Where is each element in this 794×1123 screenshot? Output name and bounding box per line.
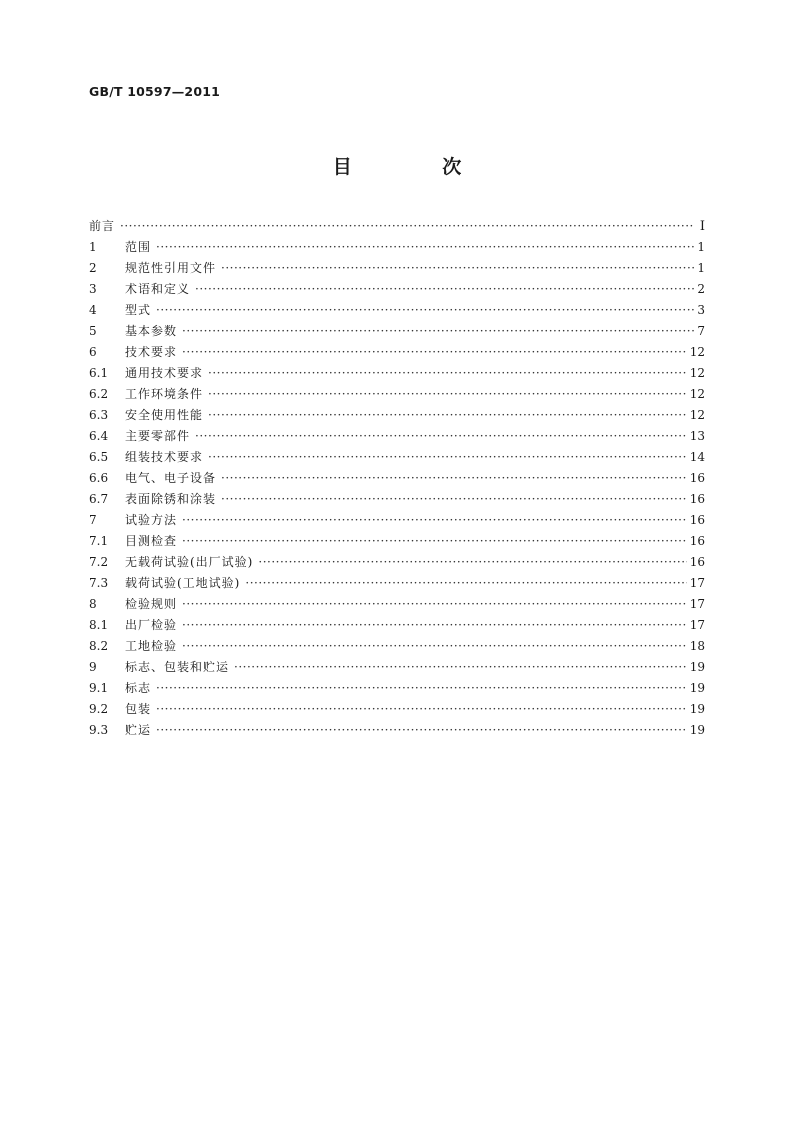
- toc-entry-number: 6: [89, 345, 97, 359]
- toc-entry[interactable]: [89, 720, 705, 741]
- toc-entry-number: 8: [89, 597, 97, 611]
- toc-entry-number: 6.3: [89, 408, 109, 422]
- toc-entry-page: 19: [689, 723, 705, 737]
- toc-leader-dots: [156, 237, 694, 258]
- toc-entry-page: 17: [689, 618, 705, 632]
- toc-entry-page: 16: [689, 492, 705, 506]
- toc-entry-page: Ⅰ: [699, 219, 705, 234]
- toc-entry[interactable]: [89, 300, 705, 321]
- toc-entry[interactable]: [89, 279, 705, 300]
- toc-entry[interactable]: [89, 657, 705, 678]
- toc-entry-page: 16: [689, 555, 705, 569]
- toc-entry-title: 出厂检验: [125, 618, 178, 632]
- toc-entry-title: 包装: [125, 702, 152, 716]
- toc-entry-title: 前言: [89, 219, 116, 233]
- toc-entry[interactable]: [89, 573, 705, 594]
- toc-leader-dots: [221, 489, 687, 510]
- toc-entry-page: 1: [697, 240, 705, 254]
- toc-leader-dots: [195, 279, 694, 300]
- toc-entry-title: 基本参数: [125, 324, 178, 338]
- toc-entry-page: 12: [689, 387, 705, 401]
- toc-entry-title: 无载荷试验(出厂试验): [125, 555, 254, 569]
- toc-entry-title: 型式: [125, 303, 152, 317]
- toc-entry-page: 12: [689, 345, 705, 359]
- toc-entry-number: 9.1: [89, 681, 109, 695]
- toc-entry-title: 试验方法: [125, 513, 178, 527]
- toc-entry-page: 14: [689, 450, 705, 464]
- toc-entry[interactable]: [89, 405, 705, 426]
- toc-entry-number: 6.4: [89, 429, 109, 443]
- toc-entry-number: 6.5: [89, 450, 109, 464]
- toc-entry[interactable]: [89, 615, 705, 636]
- toc-entry-page: 19: [689, 681, 705, 695]
- toc-entry-title: 标志: [125, 681, 152, 695]
- toc-entry[interactable]: [89, 363, 705, 384]
- toc-leader-dots: [182, 594, 687, 615]
- toc-entry-page: 19: [689, 702, 705, 716]
- toc-entry-number: 7.3: [89, 576, 109, 590]
- toc-entry-number: 2: [89, 261, 97, 275]
- toc-leader-dots: [221, 468, 687, 489]
- toc-entry-title: 规范性引用文件: [125, 261, 217, 275]
- toc-entry-page: 19: [689, 660, 705, 674]
- toc-entry-number: 8.2: [89, 639, 109, 653]
- toc-entry-page: 16: [689, 471, 705, 485]
- toc-entry-page: 2: [697, 282, 705, 296]
- toc-entry-number: 9.2: [89, 702, 109, 716]
- toc-leader-dots: [195, 426, 687, 447]
- toc-entry-page: 16: [689, 513, 705, 527]
- toc-leader-dots: [234, 657, 687, 678]
- toc-entry[interactable]: [89, 237, 705, 258]
- toc-leader-dots: [182, 636, 687, 657]
- toc-entry-title: 主要零部件: [125, 429, 191, 443]
- table-of-contents: [89, 216, 705, 741]
- toc-entry[interactable]: [89, 342, 705, 363]
- toc-entry[interactable]: [89, 636, 705, 657]
- toc-entry[interactable]: [89, 468, 705, 489]
- toc-leader-dots: [258, 552, 686, 573]
- toc-entry-title: 目测检查: [125, 534, 178, 548]
- toc-leader-dots: [245, 573, 686, 594]
- toc-leader-dots: [156, 699, 687, 720]
- toc-entry-title: 检验规则: [125, 597, 178, 611]
- toc-entry-title: 术语和定义: [125, 282, 191, 296]
- toc-entry-title: 通用技术要求: [125, 366, 204, 380]
- toc-entry-number: 7.1: [89, 534, 109, 548]
- toc-entry-number: 7.2: [89, 555, 109, 569]
- toc-leader-dots: [208, 405, 687, 426]
- toc-entry-title: 载荷试验(工地试验): [125, 576, 241, 590]
- toc-entry-number: 5: [89, 324, 97, 338]
- toc-entry-number: 6.2: [89, 387, 109, 401]
- toc-entry-title: 电气、电子设备: [125, 471, 217, 485]
- toc-leader-dots: [120, 216, 694, 237]
- page-title: 目 次: [332, 156, 504, 178]
- toc-leader-dots: [182, 321, 694, 342]
- toc-entry[interactable]: [89, 384, 705, 405]
- toc-leader-dots: [208, 447, 687, 468]
- toc-entry-number: 9: [89, 660, 97, 674]
- toc-entry[interactable]: [89, 216, 705, 237]
- toc-entry-number: 6.7: [89, 492, 109, 506]
- toc-entry-title: 贮运: [125, 723, 152, 737]
- toc-entry[interactable]: [89, 426, 705, 447]
- toc-leader-dots: [208, 363, 687, 384]
- toc-entry[interactable]: [89, 258, 705, 279]
- toc-entry-page: 17: [689, 576, 705, 590]
- toc-entry-number: 9.3: [89, 723, 109, 737]
- toc-entry[interactable]: [89, 699, 705, 720]
- toc-entry[interactable]: [89, 489, 705, 510]
- toc-leader-dots: [182, 615, 687, 636]
- toc-entry-page: 13: [689, 429, 705, 443]
- toc-entry-number: 6.1: [89, 366, 109, 380]
- toc-entry-page: 16: [689, 534, 705, 548]
- toc-entry-title: 工地检验: [125, 639, 178, 653]
- toc-entry-number: 3: [89, 282, 97, 296]
- toc-entry-page: 1: [697, 261, 705, 275]
- toc-leader-dots: [182, 342, 687, 363]
- toc-entry-title: 组装技术要求: [125, 450, 204, 464]
- toc-leader-dots: [156, 300, 694, 321]
- toc-entry[interactable]: [89, 321, 705, 342]
- toc-leader-dots: [182, 531, 687, 552]
- toc-entry-title: 安全使用性能: [125, 408, 204, 422]
- toc-entry-number: 6.6: [89, 471, 109, 485]
- toc-leader-dots: [182, 510, 687, 531]
- toc-leader-dots: [221, 258, 694, 279]
- toc-entry[interactable]: [89, 678, 705, 699]
- toc-leader-dots: [156, 720, 687, 741]
- toc-entry[interactable]: [89, 510, 705, 531]
- toc-leader-dots: [156, 678, 687, 699]
- toc-entry-page: 18: [689, 639, 705, 653]
- toc-entry[interactable]: [89, 531, 705, 552]
- toc-entry-title: 表面除锈和涂装: [125, 492, 217, 506]
- toc-entry[interactable]: [89, 594, 705, 615]
- toc-entry[interactable]: [89, 447, 705, 468]
- toc-entry-title: 标志、包装和贮运: [125, 660, 230, 674]
- toc-entry[interactable]: [89, 552, 705, 573]
- toc-entry-number: 7: [89, 513, 97, 527]
- toc-entry-number: 1: [89, 240, 97, 254]
- toc-entry-page: 7: [697, 324, 705, 338]
- toc-leader-dots: [208, 384, 687, 405]
- toc-entry-page: 12: [689, 408, 705, 422]
- toc-entry-title: 技术要求: [125, 345, 178, 359]
- toc-entry-title: 工作环境条件: [125, 387, 204, 401]
- toc-entry-page: 3: [697, 303, 705, 317]
- toc-entry-title: 范围: [125, 240, 152, 254]
- toc-entry-page: 17: [689, 597, 705, 611]
- toc-entry-number: 8.1: [89, 618, 109, 632]
- standard-code: GB/T 10597—2011: [89, 84, 221, 99]
- toc-entry-number: 4: [89, 303, 97, 317]
- toc-entry-page: 12: [689, 366, 705, 380]
